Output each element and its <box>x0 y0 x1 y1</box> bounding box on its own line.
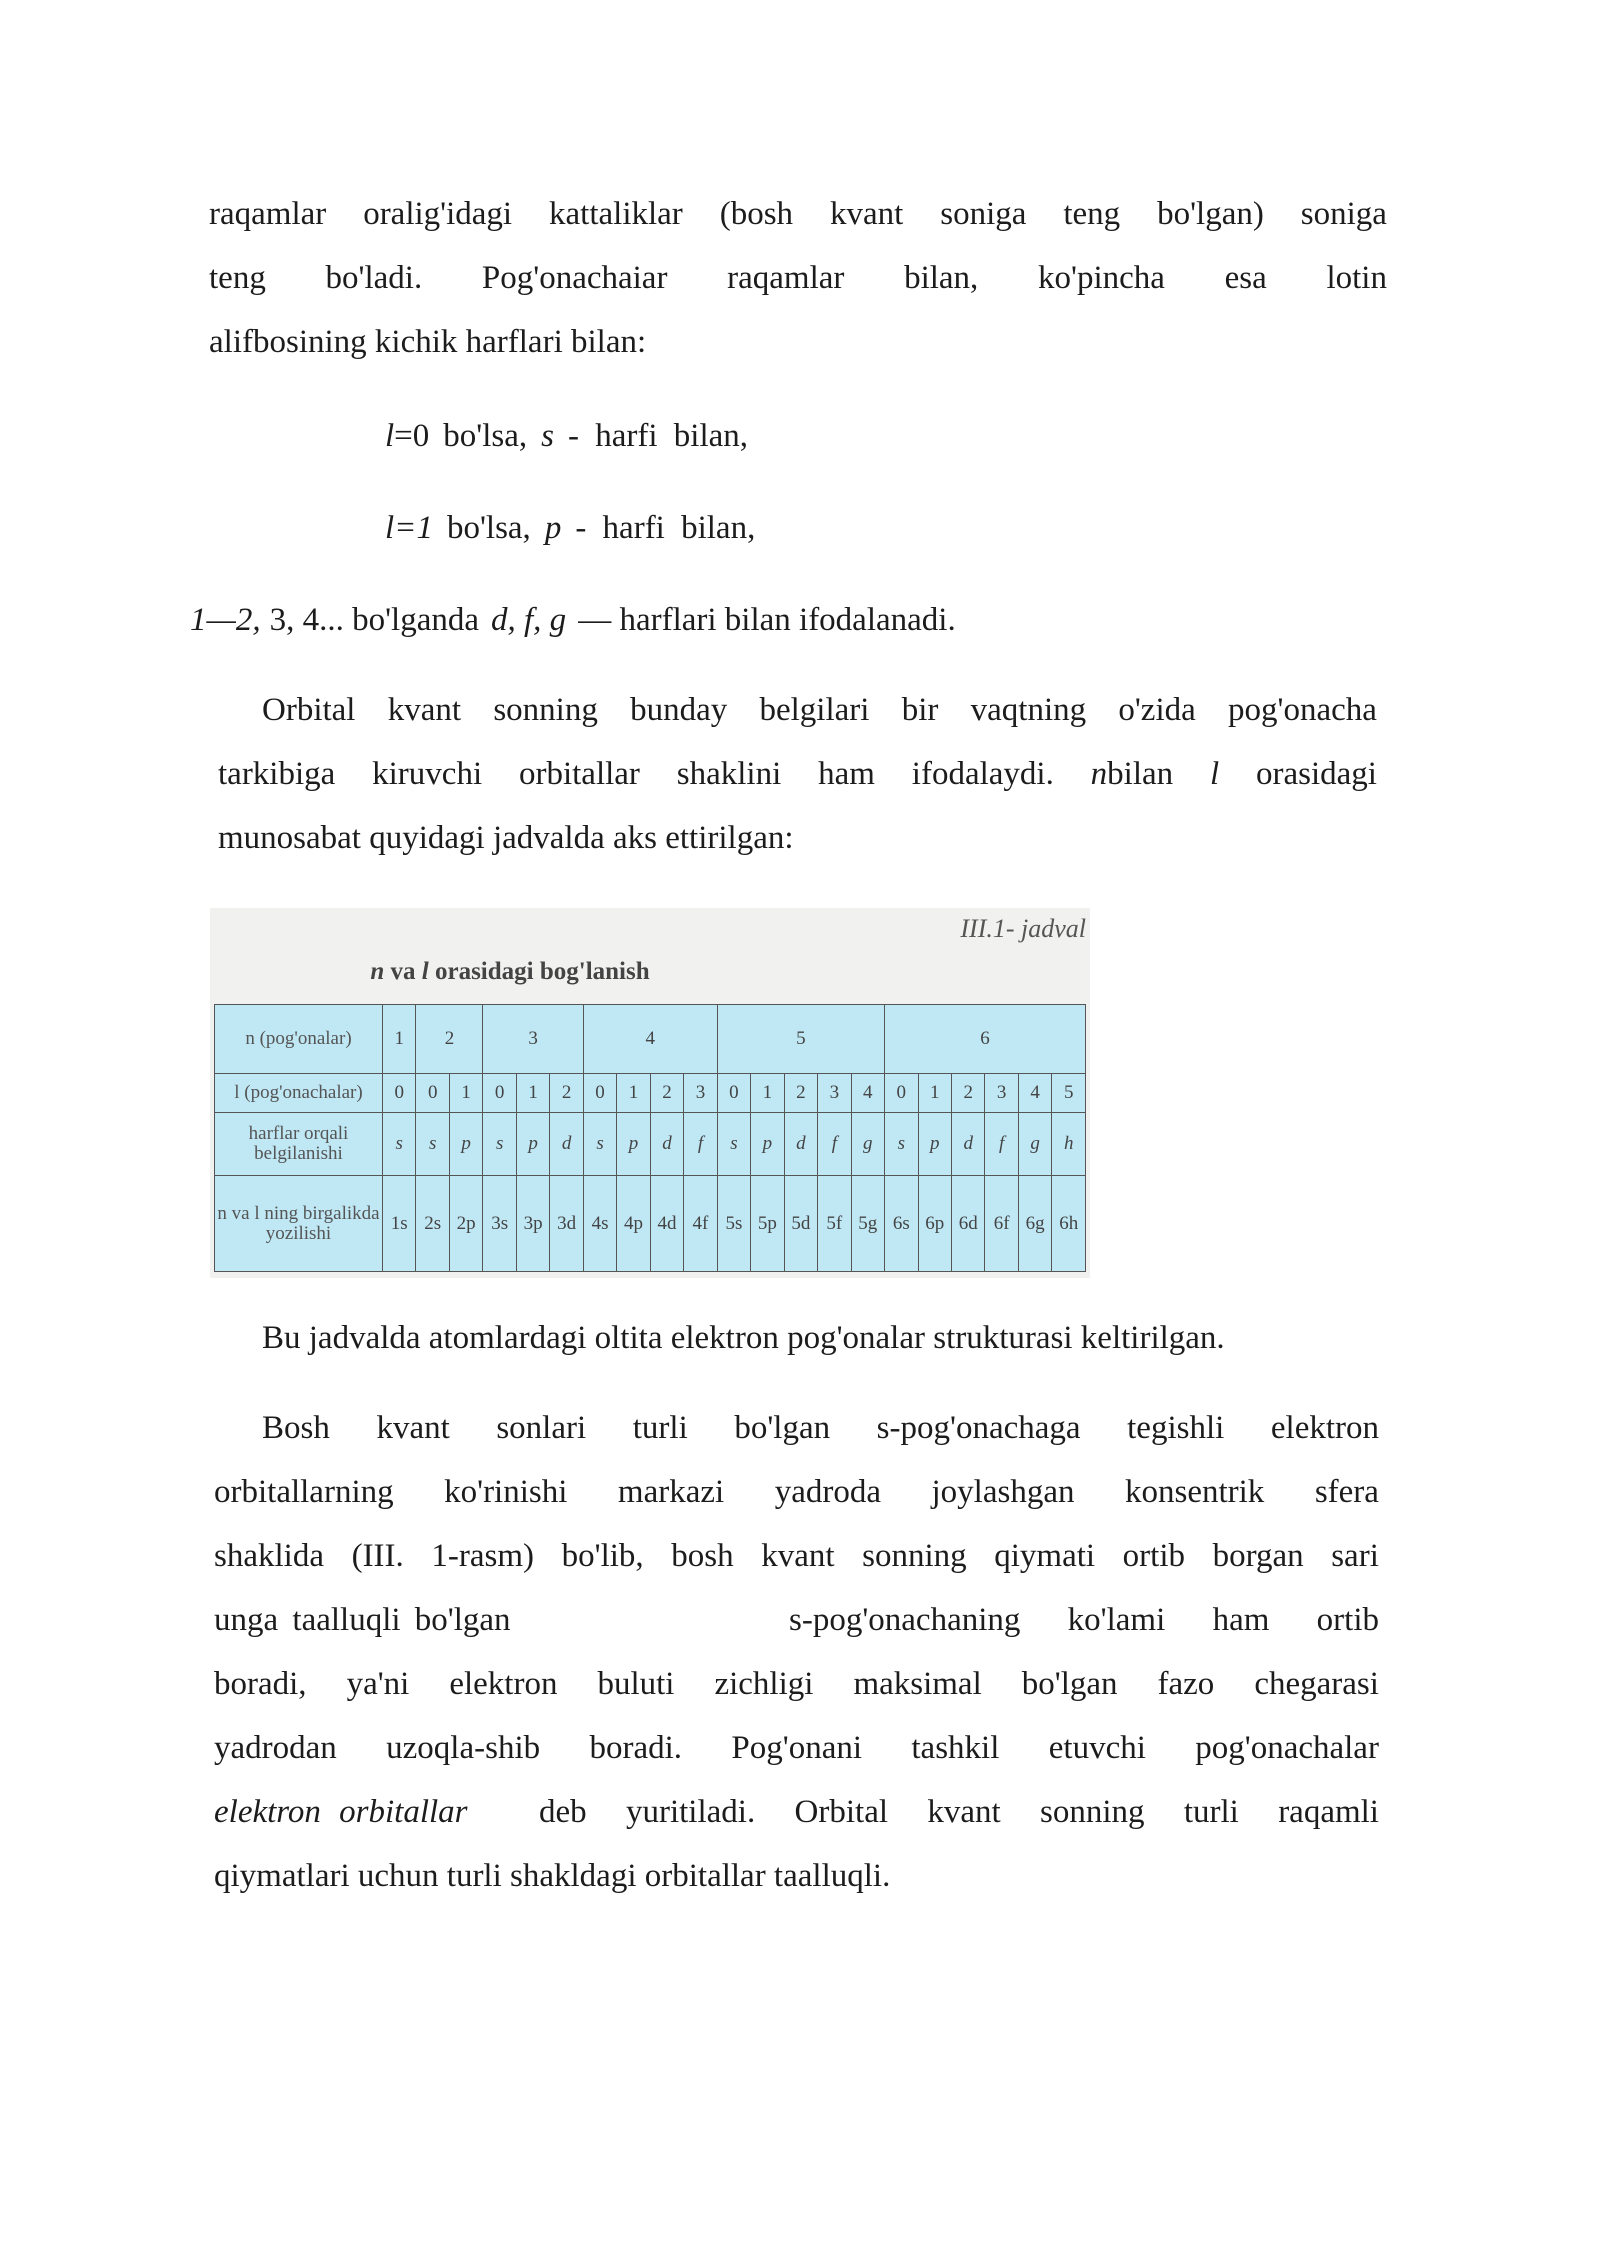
word: shaklini <box>676 756 782 792</box>
word: (bosh <box>719 196 794 232</box>
cell-l: 2 <box>650 1073 683 1113</box>
word: qiymati <box>994 1538 1096 1574</box>
paragraph-4-line-4 <box>214 1600 1379 1640</box>
word: kvant <box>376 1410 450 1446</box>
word: zichligi <box>714 1666 814 1702</box>
cell-combined: 4d <box>650 1176 683 1272</box>
row-header-combined: n va l ning birgalikda yozilishi <box>215 1176 383 1272</box>
rule-1-text-a: bo'lsa, <box>443 418 528 454</box>
rule-1-letter: s <box>541 418 554 454</box>
cell-l: 0 <box>483 1073 516 1113</box>
word: o'zida <box>1118 692 1196 728</box>
word: boradi. <box>589 1730 683 1766</box>
word: joylashgan <box>931 1474 1075 1510</box>
word: bo'lgan) <box>1157 196 1264 232</box>
word: deb <box>539 1794 587 1830</box>
term-elektron-orbitallar: elektron orbitallar <box>214 1794 468 1830</box>
word: kvant <box>387 692 462 728</box>
paragraph-2-line-3 <box>218 818 794 858</box>
cell-combined: 4p <box>617 1176 650 1272</box>
cell-l: 1 <box>751 1073 784 1113</box>
word: tarkibiga <box>218 756 336 792</box>
word: oralig'idagi <box>363 196 513 232</box>
word: boradi, <box>214 1666 307 1702</box>
word: ko'pincha <box>1038 260 1165 296</box>
rule-l-1 <box>385 508 755 548</box>
word: raqamlar <box>209 196 327 232</box>
table-row-combined <box>215 1176 1086 1272</box>
word: Pog'onani <box>731 1730 863 1766</box>
word: sonning <box>1040 1794 1145 1830</box>
cell-letter: s <box>717 1113 750 1176</box>
table-title-n: n <box>370 958 385 985</box>
cell-n: 5 <box>717 1005 884 1074</box>
word: nbilan <box>1090 756 1174 792</box>
word: ko'rinishi <box>444 1474 568 1510</box>
row-header-letters: harflar orqali belgilanishi <box>215 1113 383 1176</box>
rule-1-var: l <box>385 418 395 454</box>
paragraph-2-line-2 <box>218 754 1377 794</box>
table-title-rest: orasidagi bog'lanish <box>434 958 650 985</box>
paragraph-1-line-1 <box>209 194 1387 234</box>
cell-combined: 6f <box>985 1176 1018 1272</box>
rule-2-text-b: - harfi bilan, <box>575 510 756 546</box>
cell-n: 1 <box>383 1005 416 1074</box>
word: sonlari <box>496 1410 587 1446</box>
paragraph-4-line-1 <box>262 1408 1379 1448</box>
cell-letter: d <box>550 1113 583 1176</box>
word: yuritiladi. <box>625 1794 756 1830</box>
cell-combined: 6s <box>885 1176 918 1272</box>
word: ham <box>1212 1602 1270 1638</box>
cell-l: 1 <box>918 1073 951 1113</box>
cell-letter: d <box>650 1113 683 1176</box>
word: pog'onachalar <box>1195 1730 1379 1766</box>
cell-combined: 3s <box>483 1176 516 1272</box>
paragraph-4-line-3 <box>214 1536 1379 1576</box>
word: uzoqla-shib <box>386 1730 541 1766</box>
word: raqamlar <box>727 260 845 296</box>
cell-letter: g <box>1018 1113 1051 1176</box>
rule-3-text-b: — harflari bilan ifodalanadi. <box>578 602 956 638</box>
word: shaklida <box>214 1538 324 1574</box>
word: buluti <box>597 1666 675 1702</box>
word: belgilari <box>759 692 870 728</box>
rule-1-eq: =0 <box>394 418 430 454</box>
cell-l: 5 <box>1052 1073 1086 1113</box>
cell-combined: 5p <box>751 1176 784 1272</box>
word: borgan <box>1212 1538 1304 1574</box>
word: l <box>1210 756 1220 792</box>
word: raqamli <box>1278 1794 1379 1830</box>
word: ortib <box>1316 1602 1379 1638</box>
table-row-n <box>215 1005 1086 1074</box>
word: soniga <box>1300 196 1387 232</box>
paragraph-1-line-2 <box>209 258 1387 298</box>
word: kvant <box>829 196 904 232</box>
word: konsentrik <box>1124 1474 1265 1510</box>
word: teng <box>209 260 266 296</box>
word: pog'onacha <box>1228 692 1377 728</box>
word: vaqtning <box>970 692 1087 728</box>
cell-letter: p <box>449 1113 482 1176</box>
paragraph-3-text: Bu jadvalda atomlardagi oltita elektron pog'onalar strukturasi keltirilgan. <box>262 1320 1225 1356</box>
word: bo'lgan <box>1021 1666 1118 1702</box>
cell-combined: 6d <box>951 1176 984 1272</box>
cell-l: 0 <box>885 1073 918 1113</box>
rule-1-text-b: - harfi bilan, <box>568 418 749 454</box>
cell-combined: 5d <box>784 1176 817 1272</box>
cell-l: 2 <box>784 1073 817 1113</box>
cell-letter: s <box>416 1113 449 1176</box>
word: 1-rasm) <box>431 1538 535 1574</box>
word: elektron <box>449 1666 558 1702</box>
paragraph-4-line-6 <box>214 1728 1379 1768</box>
row-header-n: n (pog'onalar) <box>215 1005 383 1074</box>
table-row-l <box>215 1073 1086 1113</box>
cell-n: 3 <box>483 1005 583 1074</box>
cell-l: 1 <box>516 1073 549 1113</box>
cell-letter: d <box>951 1113 984 1176</box>
cell-n: 6 <box>885 1005 1086 1074</box>
cell-combined: 5f <box>818 1176 851 1272</box>
paragraph-2-line-3-text: munosabat quyidagi jadvalda aks ettirilgan: <box>218 820 794 856</box>
word: bosh <box>671 1538 734 1574</box>
rule-2-var: l <box>385 510 395 546</box>
word: sari <box>1331 1538 1379 1574</box>
cell-l: 3 <box>684 1073 717 1113</box>
word: turli <box>1183 1794 1239 1830</box>
cell-letter: p <box>751 1113 784 1176</box>
word: fazo <box>1157 1666 1215 1702</box>
paragraph-4-line-7 <box>214 1792 1379 1832</box>
word: esa <box>1224 260 1267 296</box>
table-figure <box>210 908 1090 1278</box>
word: orasidagi <box>1256 756 1377 792</box>
rule-3-prefix: 1—2, <box>190 602 261 638</box>
word: bir <box>901 692 939 728</box>
paragraph-4-line-8-text: qiymatlari uchun turli shakldagi orbitallar taalluqli. <box>214 1858 891 1894</box>
paragraph-4-line-7-rest <box>539 1792 1379 1832</box>
paragraph-1-line-3 <box>209 322 646 362</box>
cell-letter: s <box>885 1113 918 1176</box>
word: ya'ni <box>346 1666 410 1702</box>
cell-letter: h <box>1052 1113 1086 1176</box>
cell-l: 0 <box>717 1073 750 1113</box>
table-caption: III.1- jadval <box>960 914 1086 943</box>
cell-combined: 6h <box>1052 1176 1086 1272</box>
word: turli <box>632 1410 688 1446</box>
word: bo'lgan <box>734 1410 831 1446</box>
paragraph-4-line-2 <box>214 1472 1379 1512</box>
cell-l: 2 <box>951 1073 984 1113</box>
rule-l-0 <box>385 416 748 456</box>
word: s-pog'onachaga <box>876 1410 1081 1446</box>
cell-combined: 2p <box>449 1176 482 1272</box>
word: tashkil <box>911 1730 1000 1766</box>
cell-l: 4 <box>851 1073 884 1113</box>
cell-l: 0 <box>383 1073 416 1113</box>
cell-l: 2 <box>550 1073 583 1113</box>
cell-combined: 6p <box>918 1176 951 1272</box>
cell-l: 1 <box>617 1073 650 1113</box>
cell-letter: p <box>617 1113 650 1176</box>
n-l-table <box>214 1004 1086 1272</box>
rule-3-text-a: 3, 4... bo'lganda <box>269 602 480 638</box>
row-header-l: l (pog'onachalar) <box>215 1073 383 1113</box>
table-title-l: l <box>421 958 429 985</box>
word: markazi <box>617 1474 725 1510</box>
word: orbitallar <box>518 756 640 792</box>
cell-combined: 3d <box>550 1176 583 1272</box>
cell-combined: 5g <box>851 1176 884 1272</box>
paragraph-3 <box>262 1318 1225 1358</box>
cell-l: 0 <box>416 1073 449 1113</box>
word: ham <box>818 756 875 792</box>
word: kiruvchi <box>372 756 483 792</box>
word: chegarasi <box>1254 1666 1379 1702</box>
word: Pog'onachaiar <box>481 260 668 296</box>
table-title-va: va <box>390 958 416 985</box>
cell-letter: s <box>483 1113 516 1176</box>
rule-2-eq: =1 <box>394 510 433 546</box>
paragraph-2-line-1 <box>262 690 1377 730</box>
cell-n: 2 <box>416 1005 483 1074</box>
word: Orbital <box>262 692 356 728</box>
word: Bosh <box>262 1410 330 1446</box>
cell-letter: p <box>516 1113 549 1176</box>
word: bunday <box>630 692 728 728</box>
cell-n: 4 <box>583 1005 717 1074</box>
word: teng <box>1063 196 1121 232</box>
rule-other <box>190 600 956 640</box>
word: lotin <box>1326 260 1387 296</box>
word: s-pog'onachaning <box>789 1602 1021 1638</box>
word: (III. <box>351 1538 404 1574</box>
word: sfera <box>1314 1474 1379 1510</box>
word: sonning <box>493 692 598 728</box>
word: orbitallarning <box>214 1474 394 1510</box>
cell-letter: d <box>784 1113 817 1176</box>
cell-combined: 3p <box>516 1176 549 1272</box>
word: kvant <box>761 1538 835 1574</box>
cell-combined: 2s <box>416 1176 449 1272</box>
word: yadrodan <box>214 1730 337 1766</box>
word: bo'ladi. <box>325 260 423 296</box>
cell-letter: p <box>918 1113 951 1176</box>
word: kattaliklar <box>549 196 683 232</box>
paragraph-4-line-8 <box>214 1856 890 1896</box>
word: maksimal <box>853 1666 982 1702</box>
word: Orbital <box>794 1794 889 1830</box>
word: elektron <box>1270 1410 1379 1446</box>
cell-l: 1 <box>449 1073 482 1113</box>
paragraph-1-line-3-text: alifbosining kichik harflari bilan: <box>209 324 647 360</box>
cell-combined: 4s <box>583 1176 616 1272</box>
paragraph-4-line-4-a: unga taalluqli bo'lgan <box>214 1602 511 1638</box>
word: ifodalaydi. <box>911 756 1054 792</box>
table-title <box>210 958 810 986</box>
cell-l: 3 <box>985 1073 1018 1113</box>
rule-2-text-a: bo'lsa, <box>446 510 531 546</box>
cell-combined: 6g <box>1018 1176 1051 1272</box>
word: bo'lib, <box>561 1538 644 1574</box>
cell-l: 0 <box>583 1073 616 1113</box>
word: bilan, <box>904 260 979 296</box>
cell-l: 4 <box>1018 1073 1051 1113</box>
rule-3-letters: d, f, g <box>491 602 567 638</box>
word: tegishli <box>1127 1410 1225 1446</box>
cell-letter: f <box>818 1113 851 1176</box>
cell-letter: f <box>985 1113 1018 1176</box>
word: sonning <box>862 1538 967 1574</box>
cell-letter: g <box>851 1113 884 1176</box>
word: ortib <box>1122 1538 1185 1574</box>
paragraph-4-line-4-b <box>789 1600 1379 1640</box>
cell-combined: 1s <box>383 1176 416 1272</box>
cell-letter: f <box>684 1113 717 1176</box>
word: soniga <box>940 196 1027 232</box>
word: kvant <box>927 1794 1001 1830</box>
paragraph-4-line-5 <box>214 1664 1379 1704</box>
word: etuvchi <box>1048 1730 1146 1766</box>
cell-letter: s <box>583 1113 616 1176</box>
cell-combined: 5s <box>717 1176 750 1272</box>
table-row-letters <box>215 1113 1086 1176</box>
cell-combined: 4f <box>684 1176 717 1272</box>
rule-2-letter: p <box>544 510 562 546</box>
word: ko'lami <box>1067 1602 1166 1638</box>
cell-letter: s <box>383 1113 416 1176</box>
cell-l: 3 <box>818 1073 851 1113</box>
word: yadroda <box>774 1474 881 1510</box>
